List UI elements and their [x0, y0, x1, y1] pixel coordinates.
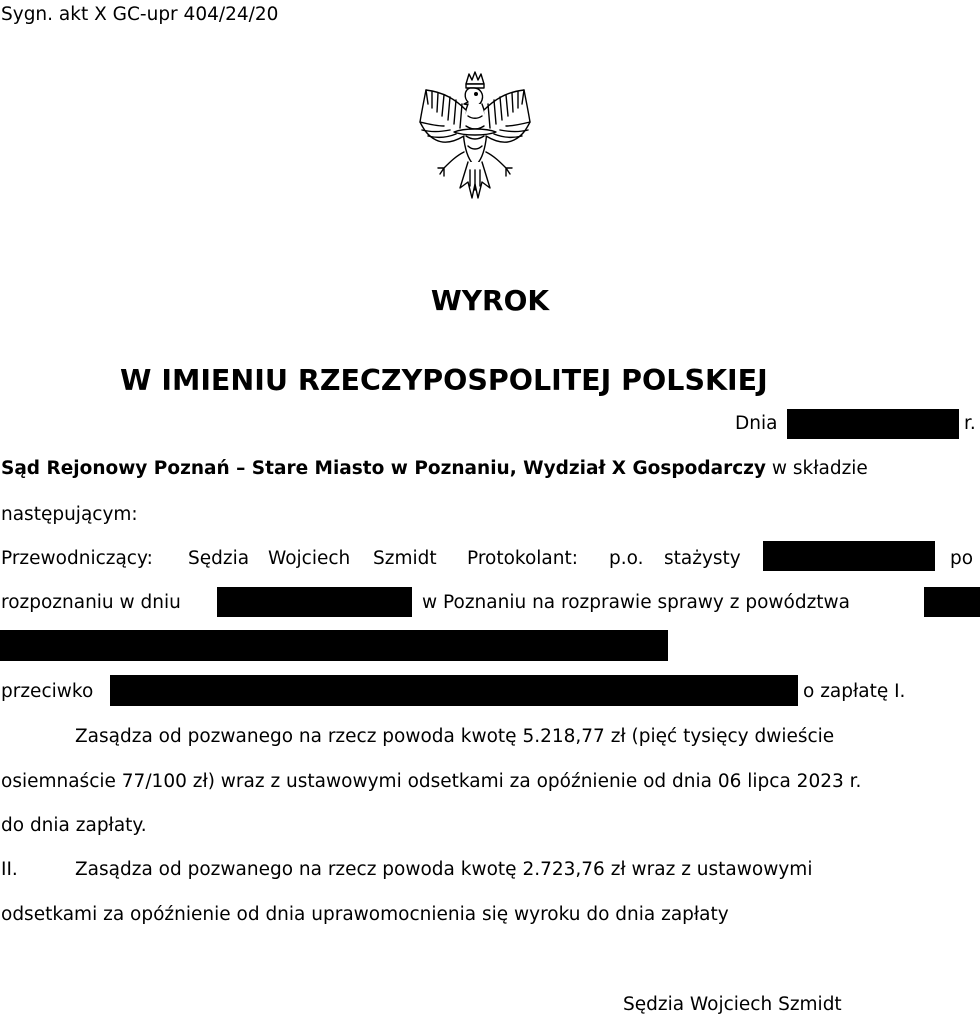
court-line	[1, 457, 868, 481]
composition-continuation: następującym:	[1, 504, 138, 525]
chair-label: Przewodniczący:	[1, 548, 153, 569]
paragraph-1-line-2: osiemnaście 77/100 zł) wraz z ustawowymi odsetkami za opóźnienie od dnia 06 lipca 2023 r.	[1, 771, 862, 792]
court-name: Sąd Rejonowy Poznań – Stare Miasto w Poznaniu, Wydział X Gospodarczy	[1, 458, 766, 479]
signature: Sędzia Wojciech Szmidt	[623, 994, 842, 1015]
hearing-middle: w Poznaniu na rozprawie sprawy z powództwa	[422, 592, 851, 613]
judge-last-name: Szmidt	[373, 548, 437, 569]
hearing-prefix: rozpoznaniu w dniu	[1, 592, 181, 613]
clerk-label: Protokolant:	[467, 548, 578, 569]
redacted-date	[787, 409, 959, 439]
redacted-defendant	[110, 675, 798, 706]
document-title: WYROK	[430, 284, 550, 317]
paragraph-1-line-1: Zasądza od pozwanego na rzecz powoda kwotę 5.218,77 zł (pięć tysięcy dwieście	[75, 726, 835, 747]
clerk-role: stażysty	[664, 548, 741, 569]
polish-eagle-emblem	[414, 70, 536, 206]
redacted-clerk-name	[763, 541, 935, 571]
paragraph-2-number: II.	[1, 859, 18, 880]
paragraph-2-line-1: Zasądza od pozwanego na rzecz powoda kwotę 2.723,76 zł wraz z ustawowymi	[75, 859, 813, 880]
case-reference: Sygn. akt X GC-upr 404/24/20	[1, 4, 279, 25]
court-composition: w składzie	[766, 458, 868, 479]
after-clerk-word: po	[950, 548, 974, 569]
judge-title: Sędzia	[188, 548, 250, 569]
against-suffix: o zapłatę I.	[803, 681, 906, 702]
paragraph-2-line-2: odsetkami za opóźnienie od dnia uprawomocnienia się wyroku do dnia zapłaty	[1, 904, 729, 925]
document-subtitle: W IMIENIU RZECZYPOSPOLITEJ POLSKIEJ	[120, 364, 768, 397]
redacted-plaintiff	[0, 630, 668, 661]
redacted-hearing-date	[217, 587, 412, 617]
date-suffix: r.	[964, 413, 976, 434]
against-label: przeciwko	[1, 681, 94, 702]
date-label: Dnia	[735, 413, 778, 434]
paragraph-1-line-3: do dnia zapłaty.	[1, 815, 147, 836]
clerk-po: p.o.	[609, 548, 644, 569]
judge-first-name: Wojciech	[268, 548, 351, 569]
redacted-plaintiff-start	[924, 587, 980, 617]
